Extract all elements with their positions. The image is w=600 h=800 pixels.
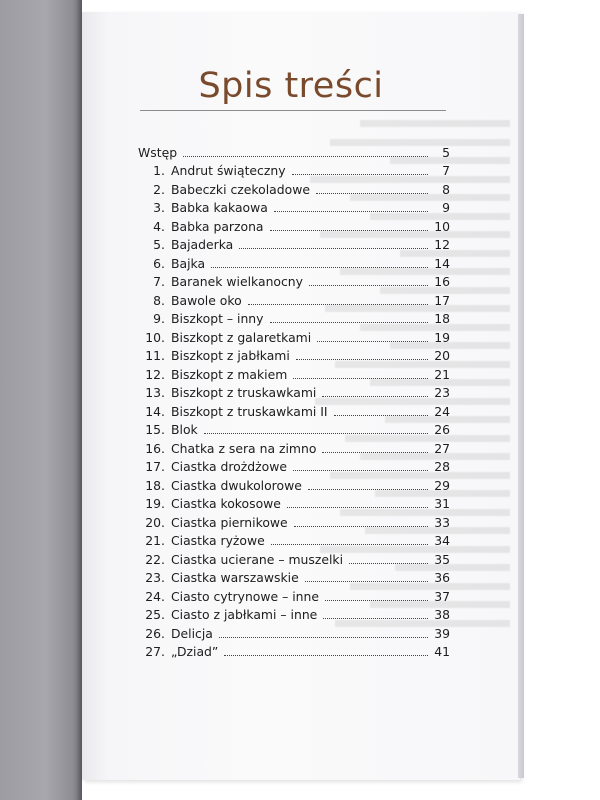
- toc-entry-number: 1.: [153, 163, 165, 178]
- dot-leader: [325, 600, 428, 601]
- toc-entry-label: Biszkopt – inny: [171, 311, 264, 326]
- dot-leader: [317, 341, 428, 342]
- toc-entry: [138, 511, 450, 530]
- toc-entry-label: Bawole oko: [171, 292, 242, 308]
- toc-entry: [138, 530, 450, 549]
- toc-entry-page: 20: [434, 348, 450, 363]
- toc-entry: [138, 622, 450, 641]
- toc-entry: [138, 585, 450, 604]
- toc-entry-label: Ciastka warszawskie: [171, 570, 299, 585]
- toc-entry-number: 11.: [145, 348, 165, 363]
- toc-entry-number: 14.: [145, 403, 165, 419]
- toc-entry-page: 9: [442, 200, 450, 215]
- dot-leader: [270, 322, 429, 323]
- toc-entry: [138, 234, 450, 253]
- toc-entry: [138, 474, 450, 493]
- toc-entry-number: 6.: [153, 255, 165, 271]
- toc-entry-page: 23: [434, 385, 450, 400]
- toc-entry-number: 15.: [145, 422, 165, 437]
- toc-entry-page: 16: [434, 274, 450, 289]
- toc-entry-label: Biszkopt z galaretkami: [171, 329, 312, 345]
- toc-entry-label: Ciastka dwukolorowe: [171, 477, 302, 493]
- dot-leader: [287, 507, 428, 508]
- toc-entry-number: 5.: [153, 237, 165, 252]
- toc-entry-page: 31: [434, 496, 450, 511]
- dot-leader: [309, 285, 428, 286]
- toc-entry-label: Ciastka ucierane – muszelki: [171, 551, 344, 567]
- toc-entry-page: 39: [434, 625, 450, 641]
- toc-entry-label: Ciasto z jabłkami – inne: [171, 607, 318, 622]
- dot-leader: [183, 156, 428, 157]
- toc-entry-number: 23.: [145, 570, 165, 585]
- toc-entry: [138, 308, 450, 327]
- dot-leader: [334, 415, 428, 416]
- dot-leader: [293, 378, 428, 379]
- dot-leader: [316, 193, 428, 194]
- toc-entry-page: 14: [434, 255, 450, 271]
- toc-entry-page: 33: [434, 514, 450, 530]
- toc-entry-page: 5: [442, 144, 450, 160]
- toc-entry: [138, 160, 450, 179]
- toc-entry-number: 13.: [145, 385, 165, 400]
- toc-entry-label: Ciastka ryżowe: [171, 533, 265, 548]
- dot-leader: [294, 526, 428, 527]
- toc-entry-page: 7: [442, 163, 450, 178]
- toc-entry-label: Chatka z sera na zimno: [171, 440, 317, 456]
- toc-entry-label: Blok: [171, 422, 198, 437]
- dot-leader: [323, 618, 428, 619]
- dot-leader: [349, 563, 428, 564]
- toc-entry-page: 28: [434, 459, 450, 474]
- dot-leader: [274, 211, 428, 212]
- toc-entry-number: 22.: [145, 551, 165, 567]
- toc-entry-number: 26.: [145, 625, 165, 641]
- toc-entry-page: 41: [434, 644, 450, 659]
- toc-entry-label: Babka kakaowa: [171, 200, 268, 215]
- toc-entry-number: 7.: [153, 274, 165, 289]
- toc-entry: [138, 197, 450, 216]
- toc-entry-label: Ciastka kokosowe: [171, 496, 281, 511]
- dot-leader: [293, 470, 428, 471]
- toc-entry: [138, 493, 450, 512]
- toc-entry-page: 17: [434, 292, 450, 308]
- toc-entry-number: 12.: [145, 366, 165, 382]
- toc-entry-page: 38: [434, 607, 450, 622]
- toc-entry-number: 2.: [153, 181, 165, 197]
- toc-entry-number: 25.: [145, 607, 165, 622]
- dot-leader: [271, 544, 428, 545]
- dot-leader: [305, 581, 428, 582]
- toc-entry-label: Ciastka piernikowe: [171, 514, 288, 530]
- toc-entry-page: 8: [442, 181, 450, 197]
- table-of-contents: [138, 141, 450, 659]
- dot-leader: [322, 452, 428, 453]
- toc-entry-label: Ciastka drożdżowe: [171, 459, 287, 474]
- dot-leader: [292, 174, 428, 175]
- toc-entry-number: 27.: [145, 644, 165, 659]
- toc-entry-number: 10.: [145, 329, 165, 345]
- toc-entry-number: 21.: [145, 533, 165, 548]
- toc-entry-number: 16.: [145, 440, 165, 456]
- toc-entry: [138, 567, 450, 586]
- toc-entry: [138, 548, 450, 567]
- toc-entry-label: Wstęp: [138, 144, 178, 160]
- dot-leader: [224, 655, 428, 656]
- toc-entry-page: 18: [434, 311, 450, 326]
- toc-entry-page: 19: [434, 329, 450, 345]
- facing-page: [0, 0, 82, 800]
- toc-entry: [138, 215, 450, 234]
- toc-entry-label: Biszkopt z jabłkami: [171, 348, 290, 363]
- toc-entry: [138, 271, 450, 290]
- toc-entry-label: Baranek wielkanocny: [171, 274, 303, 289]
- dot-leader: [211, 267, 428, 268]
- toc-entry-label: Bajka: [171, 255, 206, 271]
- toc-entry-intro: [138, 141, 450, 160]
- toc-entry-page: 36: [434, 570, 450, 585]
- toc-entry-label: Bajaderka: [171, 237, 234, 252]
- toc-entry-number: 18.: [145, 477, 165, 493]
- toc-entry-page: 12: [434, 237, 450, 252]
- toc-entry: [138, 289, 450, 308]
- toc-entry: [138, 178, 450, 197]
- toc-entry: [138, 345, 450, 364]
- toc-entry-number: 3.: [153, 200, 165, 215]
- toc-entry-label: „Dziad”: [171, 644, 219, 659]
- toc-entry: [138, 382, 450, 401]
- toc-entry-page: 27: [434, 440, 450, 456]
- toc-entry-page: 34: [434, 533, 450, 548]
- toc-entry-label: Babeczki czekoladowe: [171, 181, 310, 197]
- toc-entry-number: 19.: [145, 496, 165, 511]
- toc-entry-label: Delicja: [171, 625, 213, 641]
- toc-entry: [138, 363, 450, 382]
- toc-entry-page: 24: [434, 403, 450, 419]
- toc-entry: [138, 400, 450, 419]
- toc-entry: [138, 641, 450, 660]
- toc-entry-page: 29: [434, 477, 450, 493]
- dot-leader: [296, 359, 428, 360]
- page-title: Spis treści: [198, 66, 384, 106]
- toc-entry-label: Babka parzona: [171, 218, 264, 234]
- toc-entry-number: 24.: [145, 588, 165, 604]
- dot-leader: [219, 637, 428, 638]
- dot-leader: [239, 248, 428, 249]
- toc-entry: [138, 456, 450, 475]
- toc-entry-number: 20.: [145, 514, 165, 530]
- toc-entry-page: 10: [434, 218, 450, 234]
- toc-entry-number: 8.: [153, 292, 165, 308]
- toc-entry-number: 9.: [153, 311, 165, 326]
- toc-entry-page: 37: [434, 588, 450, 604]
- toc-entry: [138, 604, 450, 623]
- toc-entry-page: 35: [434, 551, 450, 567]
- toc-entry-label: Ciasto cytrynowe – inne: [171, 588, 319, 604]
- title-divider: [140, 110, 446, 111]
- dot-leader: [248, 304, 428, 305]
- dot-leader: [270, 230, 428, 231]
- toc-entry: [138, 252, 450, 271]
- toc-entry-number: 17.: [145, 459, 165, 474]
- dot-leader: [308, 489, 428, 490]
- toc-entry-label: Biszkopt z truskawkami II: [171, 403, 328, 419]
- toc-entry-page: 21: [434, 366, 450, 382]
- dot-leader: [322, 396, 428, 397]
- toc-entry-number: 4.: [153, 218, 165, 234]
- toc-entry-label: Biszkopt z makiem: [171, 366, 288, 382]
- toc-entry: [138, 326, 450, 345]
- toc-entry: [138, 419, 450, 438]
- dot-leader: [204, 433, 428, 434]
- toc-entry-label: Biszkopt z truskawkami: [171, 385, 317, 400]
- page-edge: [518, 14, 524, 778]
- toc-entry-label: Andrut świąteczny: [171, 163, 286, 178]
- toc-entry: [138, 437, 450, 456]
- toc-entry-page: 26: [434, 422, 450, 437]
